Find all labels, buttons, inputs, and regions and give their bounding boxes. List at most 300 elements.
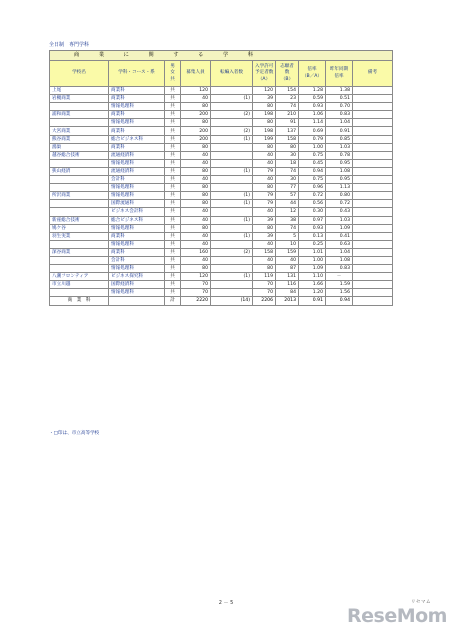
cell-g: 共 [165,184,181,192]
col-gender-line: 女 [170,70,175,76]
cell-b: 30 [276,176,299,184]
cell-g: 共 [165,151,181,159]
cell-a: 79 [253,192,276,200]
resemom-logo [347,600,447,631]
cell-a: 40 [253,240,276,248]
cell-ratio: 0.45 [299,159,326,167]
cell-remarks [353,127,393,135]
cell-trans [211,176,253,184]
cell-ratio: 0.75 [299,151,326,159]
cell-a: 39 [253,216,276,224]
col-school: 学校名 [50,61,109,87]
cell-a: 70 [253,281,276,289]
cell-a: 40 [253,151,276,159]
cell-b: 158 [276,135,299,143]
cell-b: 57 [276,192,299,200]
cell-prev: 0.63 [326,240,353,248]
cell-g: 共 [165,192,181,200]
cell-trans [211,256,253,264]
cell-b: 116 [276,281,299,289]
cell-prev: 1.03 [326,143,353,151]
total-label: 商 業 科 [50,297,109,305]
cell-trans: (2) [211,248,253,256]
cell-g: 共 [165,159,181,167]
cell-trans: (2) [211,111,253,119]
col-applicants-line: （B） [280,76,294,82]
total-prev: 0.94 [326,297,353,305]
col-planned-line: 予定者数 [255,70,274,76]
cell-a: 40 [253,256,276,264]
cell-trans: (1) [211,273,253,281]
cell-a: 39 [253,95,276,103]
cell-quota: 120 [181,273,211,281]
cell-school: 熊谷商業 [50,135,109,143]
cell-quota: 70 [181,289,211,297]
cell-course: 情報処理科 [109,103,165,111]
cell-course: 商業科 [109,95,165,103]
page-subtitle: 全日制 専門学科 [49,42,90,48]
col-prev-line: 昨年同期 [329,67,349,72]
cell-remarks [353,151,393,159]
cell-g: 共 [165,265,181,273]
cell-ratio: 1.09 [299,265,326,273]
cell-school [50,200,109,208]
table-row [50,151,393,159]
total-planned: 2206 [253,297,276,305]
cell-ratio: 0.56 [299,200,326,208]
cell-a: 80 [253,224,276,232]
cell-prev: 0.95 [326,159,353,167]
cell-ratio: 0.93 [299,224,326,232]
cell-quota: 80 [181,192,211,200]
cell-g: 共 [165,135,181,143]
table-row [50,265,393,273]
page-number: 2 － 5 [218,600,234,606]
cell-prev: － [326,273,353,281]
cell-trans [211,159,253,167]
cell-a: 80 [253,265,276,273]
table-row [50,248,393,256]
cell-trans: (1) [211,192,253,200]
cell-ratio: 1.28 [299,87,326,95]
cell-course: 商業科 [109,87,165,95]
cell-course: 情報処理科 [109,289,165,297]
cell-quota: 40 [181,232,211,240]
total-remarks [353,297,393,305]
cell-course: ビジネス探究科 [109,273,165,281]
cell-a: 80 [253,184,276,192]
cell-quota: 200 [181,135,211,143]
cell-ratio: 0.25 [299,240,326,248]
cell-course: 流通経済科 [109,151,165,159]
cell-g: 共 [165,119,181,127]
cell-school [50,159,109,167]
cell-remarks [353,176,393,184]
total-applicants: 2013 [276,297,299,305]
cell-ratio: 1.00 [299,143,326,151]
cell-prev: 1.59 [326,281,353,289]
cell-quota: 40 [181,240,211,248]
cell-remarks [353,208,393,216]
cell-ratio: 0.79 [299,135,326,143]
cell-course: 情報処理科 [109,192,165,200]
cell-remarks [353,159,393,167]
cell-school [50,256,109,264]
cell-b: 210 [276,111,299,119]
cell-ratio: 1.20 [299,289,326,297]
cell-g: 共 [165,224,181,232]
cell-remarks [353,167,393,175]
cell-ratio: 0.72 [299,192,326,200]
col-gender [165,61,181,87]
table-row [50,240,393,248]
cell-quota: 200 [181,111,211,119]
cell-g: 共 [165,248,181,256]
cell-trans: (1) [211,232,253,240]
total-row [50,297,393,305]
cell-g: 共 [165,240,181,248]
cell-remarks [353,289,393,297]
cell-ratio: 1.06 [299,111,326,119]
cell-course: 総合ビジネス科 [109,216,165,224]
cell-ratio: 0.96 [299,184,326,192]
cell-remarks [353,281,393,289]
cell-trans: (1) [211,167,253,175]
cell-a: 158 [253,248,276,256]
cell-school [50,103,109,111]
cell-trans [211,281,253,289]
cell-a: 80 [253,103,276,111]
cell-school: 上尾 [50,87,109,95]
table-row [50,87,393,95]
cell-school: 羽生実業 [50,232,109,240]
col-gender-line: 男 [170,63,175,69]
cell-prev: 0.83 [326,111,353,119]
cell-quota: 40 [181,159,211,167]
cell-school [50,240,109,248]
cell-ratio: 0.93 [299,103,326,111]
cell-school [50,119,109,127]
table-row [50,192,393,200]
cell-ratio: 0.75 [299,176,326,184]
cell-school [50,208,109,216]
cell-quota: 120 [181,87,211,95]
col-prev-line: 倍率 [334,73,344,79]
col-remarks: 備考 [353,61,393,87]
applicants-table [49,60,393,306]
col-course: 学科・コース・系 [109,61,165,87]
cell-remarks [353,95,393,103]
cell-quota: 80 [181,103,211,111]
cell-g: 共 [165,281,181,289]
cell-prev: 1.03 [326,216,353,224]
cell-ratio: 1.01 [299,248,326,256]
cell-school: 新座総合技術 [50,216,109,224]
cell-course: 会計科 [109,176,165,184]
cell-g: 共 [165,176,181,184]
table-row [50,208,393,216]
cell-trans [211,184,253,192]
col-applicants [276,61,299,87]
cell-ratio: 1.00 [299,256,326,264]
cell-trans [211,103,253,111]
cell-prev: 0.95 [326,176,353,184]
cell-ratio: 0.59 [299,95,326,103]
cell-remarks [353,184,393,192]
col-ratio-line: 倍率 [307,67,317,72]
cell-b: 154 [276,87,299,95]
table-body [50,87,393,297]
cell-quota: 80 [181,184,211,192]
cell-school [50,176,109,184]
cell-g: 共 [165,208,181,216]
cell-ratio: 0.97 [299,216,326,224]
table-row [50,273,393,281]
cell-remarks [353,143,393,151]
cell-prev: 0.51 [326,95,353,103]
cell-a: 120 [253,87,276,95]
cell-g: 共 [165,167,181,175]
table-row [50,103,393,111]
cell-trans [211,143,253,151]
cell-ratio: 0.69 [299,127,326,135]
footnote: ・□印は、市立高等学校 [49,431,100,436]
cell-prev: 1.56 [326,289,353,297]
cell-prev: 0.43 [326,208,353,216]
cell-quota: 160 [181,248,211,256]
total-quota: 2220 [181,297,211,305]
cell-course: 商業科 [109,248,165,256]
cell-quota: 40 [181,256,211,264]
cell-prev: 0.85 [326,135,353,143]
cell-school [50,265,109,273]
cell-school: 越谷総合技術 [50,151,109,159]
col-planned-line: 入学許可 [255,63,274,69]
total-gender: 計 [165,297,181,305]
cell-remarks [353,192,393,200]
cell-course: 商業科 [109,143,165,151]
cell-trans [211,151,253,159]
cell-course: 商業科 [109,232,165,240]
table-row [50,289,393,297]
cell-b: 12 [276,208,299,216]
col-ratio-line: （B／A） [301,73,323,79]
cell-school [50,184,109,192]
cell-prev: 0.41 [326,232,353,240]
col-gender-line: 共 [170,76,175,82]
col-applicants-line: 志願者 [280,63,294,69]
cell-b: 10 [276,240,299,248]
cell-b: 159 [276,248,299,256]
cell-remarks [353,273,393,281]
cell-g: 共 [165,273,181,281]
col-planned-line: （A） [257,76,271,82]
cell-a: 199 [253,135,276,143]
cell-quota: 40 [181,151,211,159]
table-row [50,95,393,103]
cell-course: 商業科 [109,127,165,135]
cell-a: 198 [253,127,276,135]
cell-course: 流通経済科 [109,167,165,175]
cell-b: 40 [276,256,299,264]
cell-prev: 1.04 [326,248,353,256]
cell-b: 5 [276,232,299,240]
col-applicants-line: 数 [284,70,290,76]
cell-remarks [353,119,393,127]
cell-remarks [353,240,393,248]
cell-trans: (1) [211,135,253,143]
total-transfer: (14) [211,297,253,305]
cell-a: 39 [253,232,276,240]
cell-prev: 1.13 [326,184,353,192]
cell-b: 23 [276,95,299,103]
cell-g: 共 [165,256,181,264]
cell-ratio: 0.94 [299,167,326,175]
cell-b: 74 [276,224,299,232]
cell-quota: 70 [181,281,211,289]
total-ratio: 0.91 [299,297,326,305]
cell-prev: 1.08 [326,167,353,175]
cell-prev: 1.04 [326,119,353,127]
cell-course: 国際経済科 [109,281,165,289]
cell-course: 情報処理科 [109,224,165,232]
cell-course: 会計科 [109,256,165,264]
table-row [50,167,393,175]
cell-a: 198 [253,111,276,119]
table-row [50,111,393,119]
cell-school: 所沢商業 [50,192,109,200]
table-row [50,200,393,208]
cell-trans [211,265,253,273]
col-planned [253,61,276,87]
table-row [50,281,393,289]
cell-quota: 80 [181,143,211,151]
cell-ratio: 1.14 [299,119,326,127]
cell-prev: 0.78 [326,151,353,159]
cell-remarks [353,111,393,119]
cell-course: 総合ビジネス科 [109,135,165,143]
table-row [50,119,393,127]
cell-ratio: 0.30 [299,208,326,216]
cell-school: 市立川越 [50,281,109,289]
cell-a: 40 [253,159,276,167]
cell-b: 84 [276,289,299,297]
cell-b: 18 [276,159,299,167]
cell-course: 国際流通科 [109,200,165,208]
cell-ratio: 0.13 [299,232,326,240]
cell-g: 共 [165,216,181,224]
cell-a: 70 [253,289,276,297]
table-row [50,184,393,192]
cell-a: 40 [253,208,276,216]
cell-remarks [353,216,393,224]
cell-trans: (1) [211,216,253,224]
total-course [109,297,165,305]
cell-g: 共 [165,200,181,208]
cell-g: 共 [165,95,181,103]
cell-trans: (2) [211,127,253,135]
cell-quota: 80 [181,224,211,232]
cell-course: 情報処理科 [109,119,165,127]
cell-b: 137 [276,127,299,135]
cell-g: 共 [165,232,181,240]
cell-quota: 40 [181,95,211,103]
cell-g: 共 [165,87,181,95]
cell-a: 79 [253,167,276,175]
cell-remarks [353,265,393,273]
cell-quota: 40 [181,216,211,224]
cell-trans: (1) [211,200,253,208]
cell-trans: (1) [211,95,253,103]
table-row [50,232,393,240]
cell-b: 38 [276,216,299,224]
cell-school: 狭山経済 [50,167,109,175]
logo-text: ReseMom [347,605,447,627]
cell-trans [211,119,253,127]
cell-course: 情報処理科 [109,265,165,273]
table-total [50,297,393,305]
col-quota: 募集人員 [181,61,211,87]
cell-b: 131 [276,273,299,281]
cell-course: 情報処理科 [109,240,165,248]
cell-prev: 0.72 [326,200,353,208]
cell-course: 商業科 [109,111,165,119]
cell-prev: 0.80 [326,192,353,200]
cell-course: ビジネス会計科 [109,208,165,216]
cell-remarks [353,248,393,256]
cell-prev: 0.83 [326,265,353,273]
cell-quota: 80 [181,167,211,175]
cell-school: 深谷商業 [50,248,109,256]
cell-b: 80 [276,143,299,151]
cell-remarks [353,224,393,232]
cell-trans [211,289,253,297]
cell-quota: 200 [181,127,211,135]
cell-quota: 40 [181,208,211,216]
cell-a: 40 [253,176,276,184]
table-header [50,61,393,87]
cell-quota: 40 [181,176,211,184]
cell-school: 浦和商業 [50,111,109,119]
cell-school [50,289,109,297]
cell-ratio: 1.10 [299,273,326,281]
cell-g: 共 [165,127,181,135]
cell-trans [211,208,253,216]
cell-remarks [353,87,393,95]
cell-a: 80 [253,119,276,127]
cell-b: 74 [276,167,299,175]
table-row [50,143,393,151]
cell-course: 情報処理科 [109,159,165,167]
cell-g: 共 [165,289,181,297]
cell-school: 岩槻商業 [50,95,109,103]
cell-b: 77 [276,184,299,192]
cell-prev: 1.08 [326,256,353,264]
cell-b: 74 [276,103,299,111]
cell-b: 44 [276,200,299,208]
cell-remarks [353,135,393,143]
col-transfer: 転編入者数 [211,61,253,87]
cell-ratio: 1.66 [299,281,326,289]
cell-prev: 1.38 [326,87,353,95]
cell-b: 30 [276,151,299,159]
table-row [50,224,393,232]
cell-trans [211,240,253,248]
col-ratio [299,61,326,87]
cell-a: 79 [253,200,276,208]
cell-trans [211,224,253,232]
table-row [50,127,393,135]
